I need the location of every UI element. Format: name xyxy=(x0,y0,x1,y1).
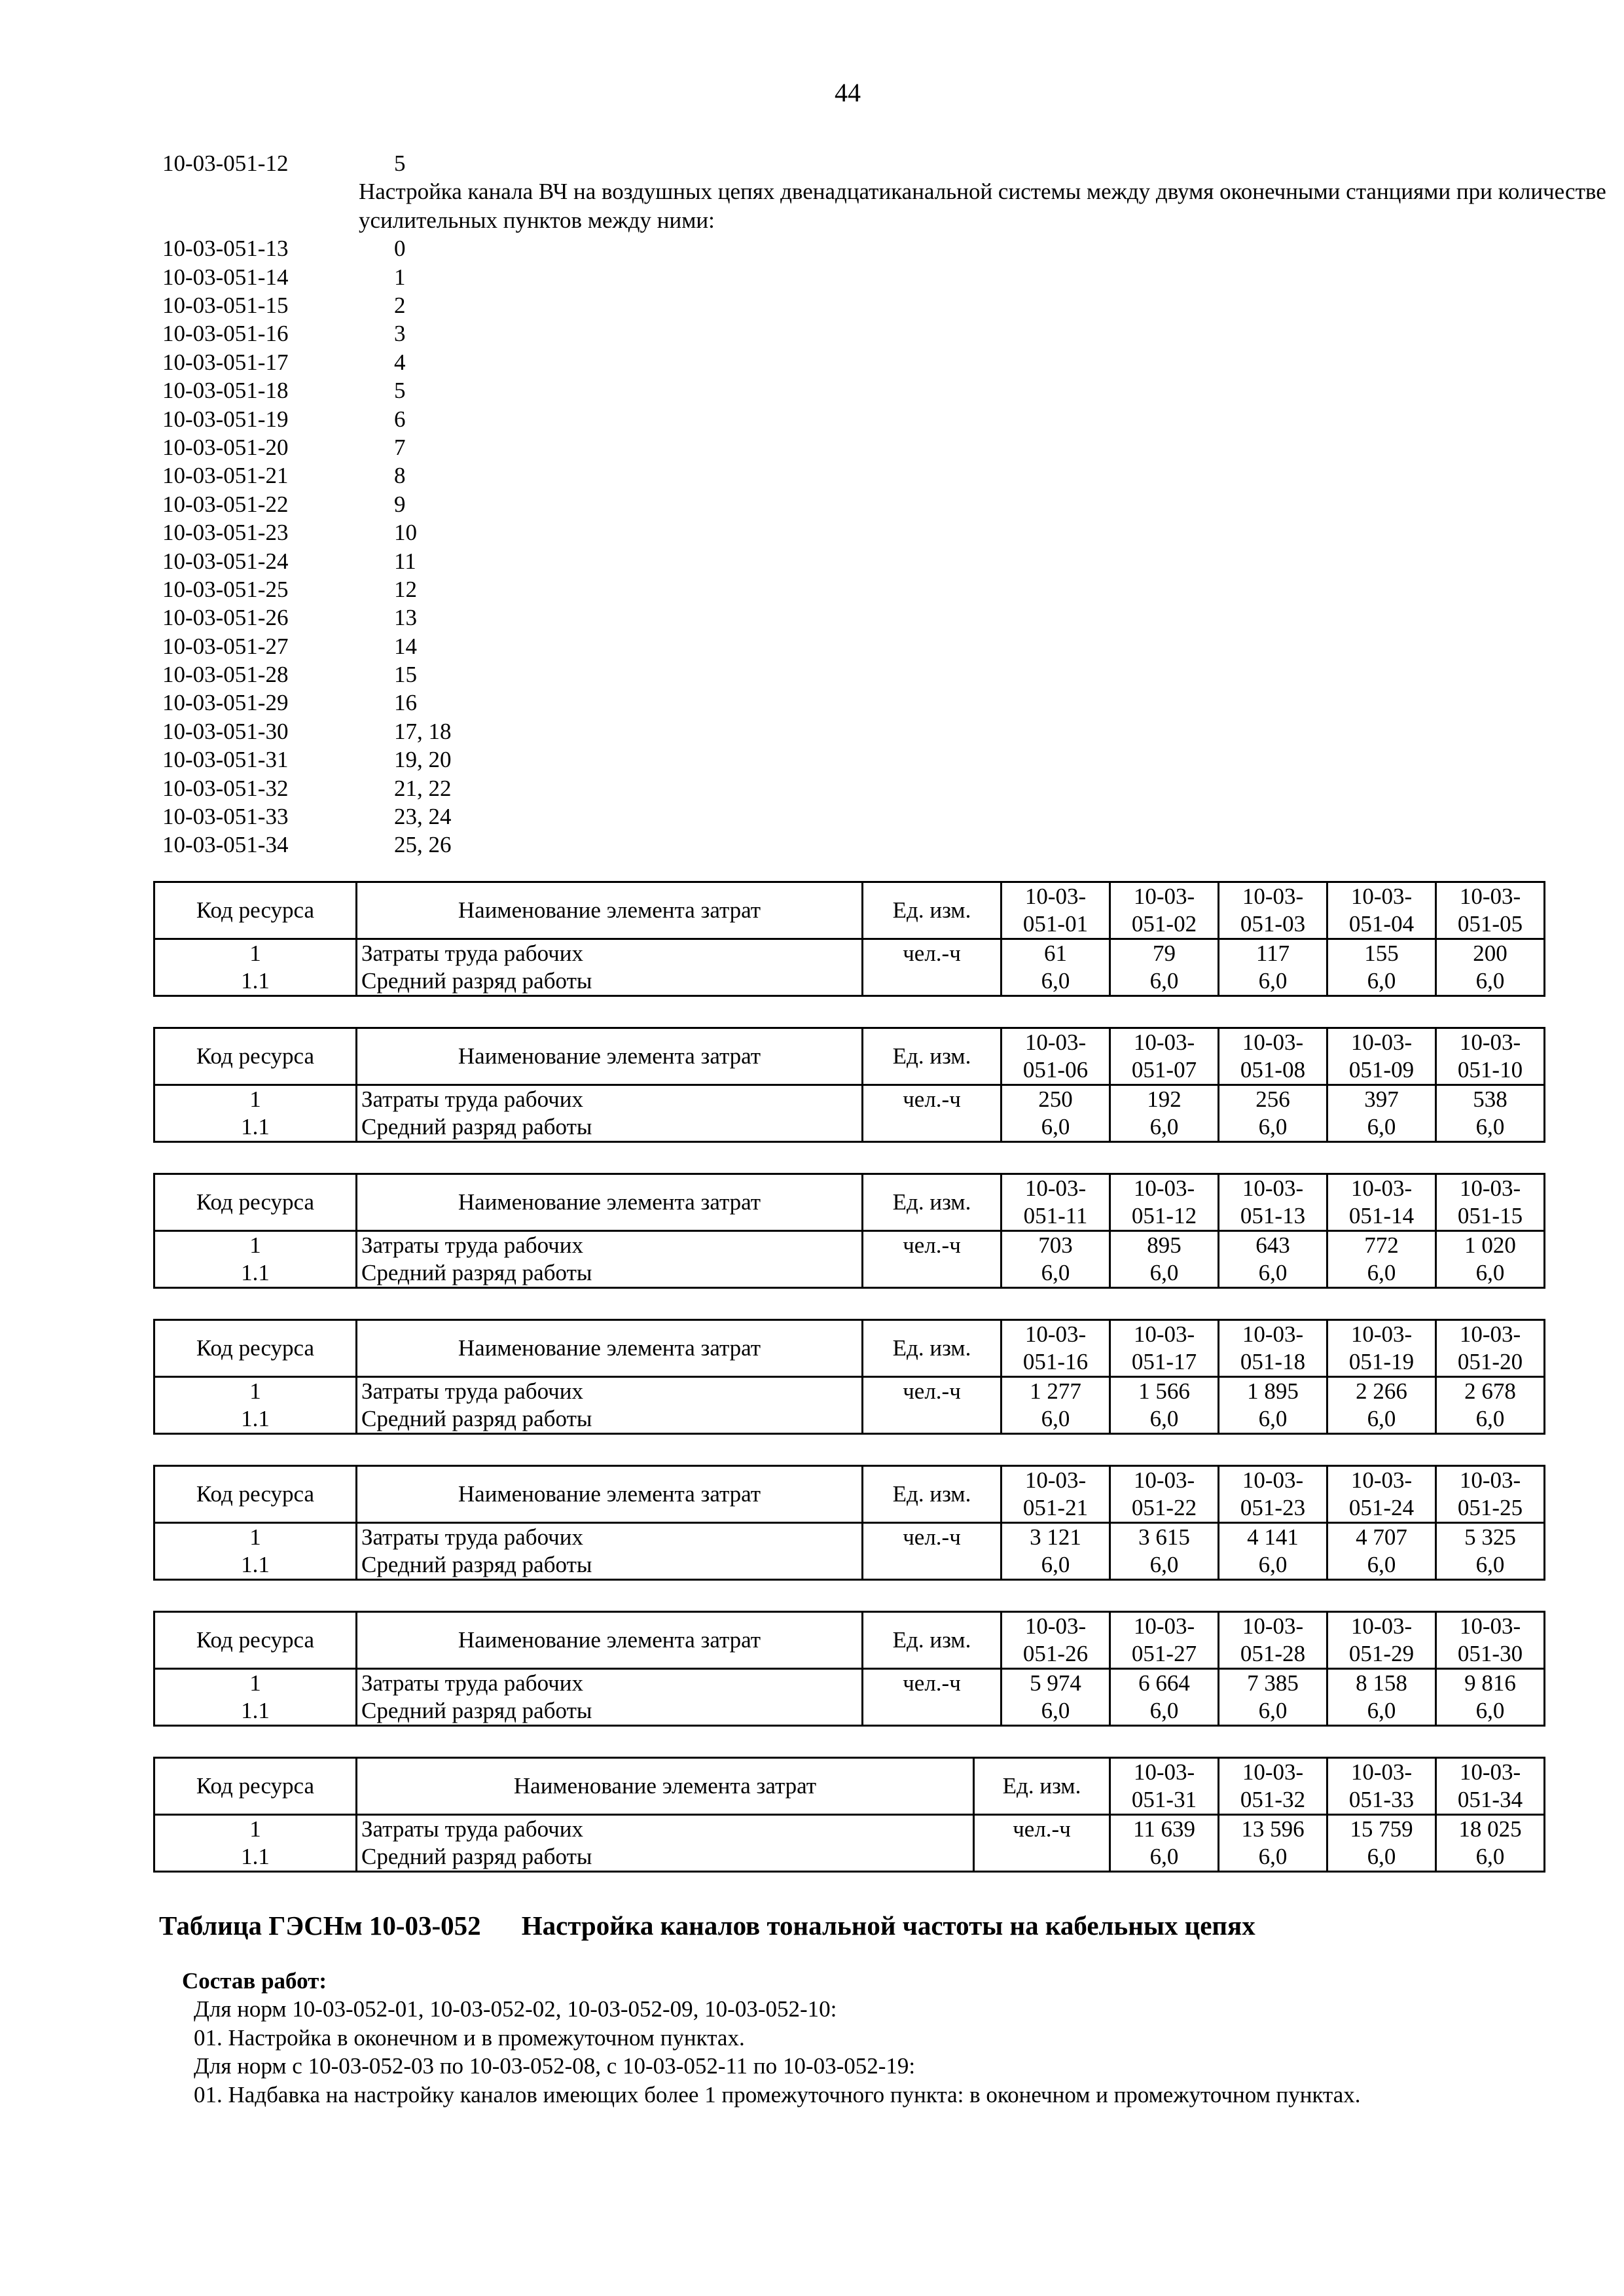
list-value: 0 xyxy=(394,236,406,262)
list-code: 10-03-051-27 xyxy=(162,633,289,659)
norm-table xyxy=(153,1173,1545,1289)
list-item xyxy=(162,376,1624,404)
list-value: 25, 26 xyxy=(394,832,452,858)
grade-value: 6,0 xyxy=(1436,1697,1545,1726)
resource-code-header: Код ресурса xyxy=(154,1612,357,1669)
table-row xyxy=(154,1843,1545,1872)
grade-value: 6,0 xyxy=(1001,1113,1110,1142)
labor-value: 538 xyxy=(1436,1085,1545,1114)
list-value: 15 xyxy=(394,662,417,688)
element-name: Затраты труда рабочих xyxy=(357,1085,863,1114)
list-description-row xyxy=(162,177,1624,234)
norm-code-header: 10-03-051-29 xyxy=(1327,1612,1436,1669)
unit xyxy=(863,1697,1001,1726)
list-code: 10-03-051-24 xyxy=(162,548,289,574)
resource-code-header: Код ресурса xyxy=(154,882,357,939)
grade-value: 6,0 xyxy=(1110,1843,1219,1872)
list-code: 10-03-051-28 xyxy=(162,662,289,688)
norm-table xyxy=(153,1611,1545,1727)
list-item xyxy=(162,461,1624,490)
resource-code: 1 xyxy=(154,1377,357,1406)
list-code: 10-03-051-15 xyxy=(162,292,289,318)
unit: чел.-ч xyxy=(863,939,1001,968)
resource-code-header: Код ресурса xyxy=(154,1466,357,1523)
list-item xyxy=(162,689,1624,717)
table-row xyxy=(154,1231,1545,1260)
list-item xyxy=(162,319,1624,348)
element-name: Средний разряд работы xyxy=(357,1113,863,1142)
list-item xyxy=(162,518,1624,547)
list-code: 10-03-051-22 xyxy=(162,491,289,517)
unit xyxy=(863,1113,1001,1142)
section-table-name: Настройка каналов тональной частоты на кабельных цепях xyxy=(521,1910,1255,1941)
resource-code: 1 xyxy=(154,939,357,968)
labor-value: 250 xyxy=(1001,1085,1110,1114)
norm-code-header: 10-03-051-19 xyxy=(1327,1320,1436,1377)
element-name: Средний разряд работы xyxy=(357,1697,863,1726)
list-value: 21, 22 xyxy=(394,775,452,801)
norm-table xyxy=(153,1319,1545,1435)
list-value: 19, 20 xyxy=(394,747,452,773)
list-code: 10-03-051-32 xyxy=(162,775,289,801)
list-code: 10-03-051-17 xyxy=(162,349,289,375)
list-item xyxy=(162,405,1624,433)
norm-code-header: 10-03-051-24 xyxy=(1327,1466,1436,1523)
resource-code: 1.1 xyxy=(154,1843,357,1872)
resource-code: 1.1 xyxy=(154,1697,357,1726)
norm-code-header: 10-03-051-18 xyxy=(1219,1320,1327,1377)
grade-value: 6,0 xyxy=(1327,1405,1436,1434)
element-name: Затраты труда рабочих xyxy=(357,1231,863,1260)
list-value: 6 xyxy=(394,406,406,432)
labor-value: 18 025 xyxy=(1436,1815,1545,1844)
norm-code-header: 10-03-051-33 xyxy=(1327,1758,1436,1815)
grade-value: 6,0 xyxy=(1001,1551,1110,1580)
list-code: 10-03-051-29 xyxy=(162,690,289,716)
list-code: 10-03-051-12 xyxy=(162,151,289,176)
list-value: 16 xyxy=(394,690,417,716)
norm-code-header: 10-03-051-32 xyxy=(1219,1758,1327,1815)
resource-code-header: Код ресурса xyxy=(154,1320,357,1377)
norm-code-header: 10-03-051-05 xyxy=(1436,882,1545,939)
grade-value: 6,0 xyxy=(1219,1405,1327,1434)
element-name: Затраты труда рабочих xyxy=(357,1523,863,1552)
resource-code: 1.1 xyxy=(154,1259,357,1288)
list-item xyxy=(162,547,1624,575)
list-value: 12 xyxy=(394,576,417,602)
norm-code-header: 10-03-051-14 xyxy=(1327,1174,1436,1231)
element-name-header: Наименование элемента затрат xyxy=(357,1612,863,1669)
element-name-header: Наименование элемента затрат xyxy=(357,1466,863,1523)
grade-value: 6,0 xyxy=(1219,1697,1327,1726)
element-name: Затраты труда рабочих xyxy=(357,1815,974,1844)
list-code: 10-03-051-33 xyxy=(162,804,289,830)
table-row xyxy=(154,1113,1545,1142)
list-item xyxy=(162,717,1624,745)
unit: чел.-ч xyxy=(863,1231,1001,1260)
list-value: 11 xyxy=(394,548,416,574)
unit-header: Ед. изм. xyxy=(863,1174,1001,1231)
norm-code-header: 10-03-051-28 xyxy=(1219,1612,1327,1669)
labor-value: 1 895 xyxy=(1219,1377,1327,1406)
labor-value: 8 158 xyxy=(1327,1669,1436,1698)
norm-code-header: 10-03-051-16 xyxy=(1001,1320,1110,1377)
unit-header: Ед. изм. xyxy=(863,1028,1001,1085)
grade-value: 6,0 xyxy=(1436,1551,1545,1580)
element-name-header: Наименование элемента затрат xyxy=(357,882,863,939)
labor-value: 895 xyxy=(1110,1231,1219,1260)
list-value: 8 xyxy=(394,463,406,489)
list-item xyxy=(162,348,1624,376)
element-name-header: Наименование элемента затрат xyxy=(357,1320,863,1377)
grade-value: 6,0 xyxy=(1110,1551,1219,1580)
norm-code-header: 10-03-051-10 xyxy=(1436,1028,1545,1085)
grade-value: 6,0 xyxy=(1110,967,1219,996)
list-value: 9 xyxy=(394,491,406,517)
labor-value: 1 566 xyxy=(1110,1377,1219,1406)
grade-value: 6,0 xyxy=(1219,1551,1327,1580)
grade-value: 6,0 xyxy=(1001,1697,1110,1726)
unit-header: Ед. изм. xyxy=(863,1466,1001,1523)
labor-value: 7 385 xyxy=(1219,1669,1327,1698)
labor-value: 772 xyxy=(1327,1231,1436,1260)
labor-value: 1 020 xyxy=(1436,1231,1545,1260)
grade-value: 6,0 xyxy=(1327,1259,1436,1288)
table-row xyxy=(154,967,1545,996)
labor-value: 9 816 xyxy=(1436,1669,1545,1698)
list-item xyxy=(162,660,1624,689)
grade-value: 6,0 xyxy=(1001,1405,1110,1434)
list-value: 14 xyxy=(394,633,417,659)
list-code: 10-03-051-13 xyxy=(162,236,289,262)
labor-value: 61 xyxy=(1001,939,1110,968)
grade-value: 6,0 xyxy=(1327,1113,1436,1142)
unit xyxy=(863,1551,1001,1580)
list-item xyxy=(162,575,1624,603)
norm-code-header: 10-03-051-07 xyxy=(1110,1028,1219,1085)
grade-value: 6,0 xyxy=(1219,1843,1327,1872)
composition-line: 01. Настройка в оконечном и в промежуточном пунктах. xyxy=(194,2024,745,2051)
labor-value: 13 596 xyxy=(1219,1815,1327,1844)
grade-value: 6,0 xyxy=(1110,1113,1219,1142)
grade-value: 6,0 xyxy=(1436,1259,1545,1288)
unit: чел.-ч xyxy=(863,1377,1001,1406)
grade-value: 6,0 xyxy=(1219,1113,1327,1142)
unit-header: Ед. изм. xyxy=(974,1758,1110,1815)
table-row xyxy=(154,1259,1545,1288)
labor-value: 117 xyxy=(1219,939,1327,968)
table-row xyxy=(154,1085,1545,1114)
grade-value: 6,0 xyxy=(1327,967,1436,996)
list-item xyxy=(162,831,1624,859)
resource-code: 1 xyxy=(154,1085,357,1114)
unit xyxy=(863,1259,1001,1288)
unit: чел.-ч xyxy=(974,1815,1110,1844)
norm-code-header: 10-03-051-20 xyxy=(1436,1320,1545,1377)
composition-line: Для норм с 10-03-052-03 по 10-03-052-08, с 10-03-052-11 по 10-03-052-19: xyxy=(194,2053,916,2079)
list-value: 2 xyxy=(394,292,406,318)
grade-value: 6,0 xyxy=(1327,1843,1436,1872)
element-name: Затраты труда рабочих xyxy=(357,1669,863,1698)
norm-table xyxy=(153,1027,1545,1143)
resource-code: 1 xyxy=(154,1669,357,1698)
norm-code-header: 10-03-051-03 xyxy=(1219,882,1327,939)
list-item xyxy=(162,802,1624,831)
table-row xyxy=(154,1377,1545,1406)
norm-code-header: 10-03-051-34 xyxy=(1436,1758,1545,1815)
grade-value: 6,0 xyxy=(1327,1697,1436,1726)
norm-code-header: 10-03-051-31 xyxy=(1110,1758,1219,1815)
unit-header: Ед. изм. xyxy=(863,882,1001,939)
grade-value: 6,0 xyxy=(1110,1405,1219,1434)
norm-table xyxy=(153,881,1545,997)
norm-code-header: 10-03-051-12 xyxy=(1110,1174,1219,1231)
norm-table xyxy=(153,1757,1545,1873)
labor-value: 397 xyxy=(1327,1085,1436,1114)
list-item xyxy=(162,603,1624,632)
labor-value: 4 141 xyxy=(1219,1523,1327,1552)
section-title xyxy=(159,1910,1255,1941)
list-value: 23, 24 xyxy=(394,804,452,830)
resource-code: 1 xyxy=(154,1523,357,1552)
norm-code-header: 10-03-051-08 xyxy=(1219,1028,1327,1085)
list-item xyxy=(162,234,1624,262)
list-code: 10-03-051-31 xyxy=(162,747,289,773)
list-item xyxy=(162,632,1624,660)
labor-value: 3 615 xyxy=(1110,1523,1219,1552)
labor-value: 5 974 xyxy=(1001,1669,1110,1698)
norm-code-header: 10-03-051-04 xyxy=(1327,882,1436,939)
labor-value: 79 xyxy=(1110,939,1219,968)
list-value: 13 xyxy=(394,605,417,631)
composition-title: Состав работ: xyxy=(182,1968,327,1994)
list-value: 5 xyxy=(394,378,406,404)
grade-value: 6,0 xyxy=(1110,1697,1219,1726)
list-code: 10-03-051-23 xyxy=(162,520,289,546)
list-value: 1 xyxy=(394,264,406,290)
resource-code: 1.1 xyxy=(154,1405,357,1434)
resource-code: 1.1 xyxy=(154,967,357,996)
resource-code: 1.1 xyxy=(154,1551,357,1580)
norm-code-header: 10-03-051-22 xyxy=(1110,1466,1219,1523)
norm-code-header: 10-03-051-01 xyxy=(1001,882,1110,939)
element-name: Средний разряд работы xyxy=(357,1259,863,1288)
resource-code-header: Код ресурса xyxy=(154,1758,357,1815)
element-name-header: Наименование элемента затрат xyxy=(357,1758,974,1815)
table-row xyxy=(154,939,1545,968)
list-code: 10-03-051-30 xyxy=(162,718,289,744)
list-code: 10-03-051-21 xyxy=(162,463,289,489)
labor-value: 2 266 xyxy=(1327,1377,1436,1406)
unit-header: Ед. изм. xyxy=(863,1612,1001,1669)
list-value: 3 xyxy=(394,321,406,347)
labor-value: 5 325 xyxy=(1436,1523,1545,1552)
list-description: Настройка канала ВЧ на воздушных цепях двенадцатиканальной системы между двумя оконечными станциями при количестве усилительных пунктов между ними: xyxy=(359,179,1606,233)
grade-value: 6,0 xyxy=(1327,1551,1436,1580)
resource-code: 1 xyxy=(154,1231,357,1260)
labor-value: 2 678 xyxy=(1436,1377,1545,1406)
list-item xyxy=(162,263,1624,291)
list-code: 10-03-051-14 xyxy=(162,264,289,290)
norm-code-header: 10-03-051-30 xyxy=(1436,1612,1545,1669)
resource-code: 1 xyxy=(154,1815,357,1844)
element-name: Средний разряд работы xyxy=(357,1843,974,1872)
norm-code-header: 10-03-051-26 xyxy=(1001,1612,1110,1669)
resource-code: 1.1 xyxy=(154,1113,357,1142)
list-code: 10-03-051-16 xyxy=(162,321,289,347)
norm-code-header: 10-03-051-11 xyxy=(1001,1174,1110,1231)
unit: чел.-ч xyxy=(863,1523,1001,1552)
work-composition xyxy=(182,1967,1361,2109)
list-item xyxy=(162,433,1624,461)
table-row xyxy=(154,1669,1545,1698)
unit xyxy=(863,1405,1001,1434)
norm-table xyxy=(153,1465,1545,1581)
unit xyxy=(974,1843,1110,1872)
element-name: Затраты труда рабочих xyxy=(357,939,863,968)
labor-value: 703 xyxy=(1001,1231,1110,1260)
labor-value: 192 xyxy=(1110,1085,1219,1114)
unit: чел.-ч xyxy=(863,1085,1001,1114)
norm-code-header: 10-03-051-25 xyxy=(1436,1466,1545,1523)
labor-value: 15 759 xyxy=(1327,1815,1436,1844)
list-code: 10-03-051-18 xyxy=(162,378,289,404)
list-item xyxy=(162,490,1624,518)
element-name-header: Наименование элемента затрат xyxy=(357,1028,863,1085)
element-name-header: Наименование элемента затрат xyxy=(357,1174,863,1231)
labor-value: 6 664 xyxy=(1110,1669,1219,1698)
table-row xyxy=(154,1405,1545,1434)
grade-value: 6,0 xyxy=(1001,967,1110,996)
labor-value: 3 121 xyxy=(1001,1523,1110,1552)
list-item xyxy=(162,291,1624,319)
unit: чел.-ч xyxy=(863,1669,1001,1698)
list-code: 10-03-051-25 xyxy=(162,576,289,602)
norm-code-header: 10-03-051-13 xyxy=(1219,1174,1327,1231)
labor-value: 643 xyxy=(1219,1231,1327,1260)
labor-value: 11 639 xyxy=(1110,1815,1219,1844)
list-value: 17, 18 xyxy=(394,718,452,744)
norm-code-header: 10-03-051-02 xyxy=(1110,882,1219,939)
labor-value: 4 707 xyxy=(1327,1523,1436,1552)
composition-line: 01. Надбавка на настройку каналов имеющих более 1 промежуточного пункта: в оконечном и промежуточном пунктах. xyxy=(194,2081,1361,2108)
table-row xyxy=(154,1697,1545,1726)
norm-code-list xyxy=(162,149,1624,859)
table-row xyxy=(154,1523,1545,1552)
norm-code-header: 10-03-051-09 xyxy=(1327,1028,1436,1085)
resource-code-header: Код ресурса xyxy=(154,1174,357,1231)
list-code: 10-03-051-20 xyxy=(162,434,289,460)
list-value: 4 xyxy=(394,349,406,375)
grade-value: 6,0 xyxy=(1219,967,1327,996)
list-item xyxy=(162,149,1624,177)
element-name: Затраты труда рабочих xyxy=(357,1377,863,1406)
grade-value: 6,0 xyxy=(1001,1259,1110,1288)
section-table-id: Таблица ГЭСНм 10-03-052 xyxy=(159,1910,481,1941)
element-name: Средний разряд работы xyxy=(357,1405,863,1434)
grade-value: 6,0 xyxy=(1436,1843,1545,1872)
composition-line: Для норм 10-03-052-01, 10-03-052-02, 10-03-052-09, 10-03-052-10: xyxy=(194,1996,837,2022)
grade-value: 6,0 xyxy=(1110,1259,1219,1288)
norm-code-header: 10-03-051-23 xyxy=(1219,1466,1327,1523)
table-row xyxy=(154,1551,1545,1580)
norm-code-header: 10-03-051-15 xyxy=(1436,1174,1545,1231)
list-value: 10 xyxy=(394,520,417,546)
table-row xyxy=(154,1815,1545,1844)
unit-header: Ед. изм. xyxy=(863,1320,1001,1377)
labor-value: 1 277 xyxy=(1001,1377,1110,1406)
grade-value: 6,0 xyxy=(1219,1259,1327,1288)
element-name: Средний разряд работы xyxy=(357,1551,863,1580)
labor-value: 200 xyxy=(1436,939,1545,968)
list-code: 10-03-051-19 xyxy=(162,406,289,432)
list-value: 7 xyxy=(394,434,406,460)
list-code: 10-03-051-26 xyxy=(162,605,289,631)
norm-code-header: 10-03-051-21 xyxy=(1001,1466,1110,1523)
grade-value: 6,0 xyxy=(1436,1113,1545,1142)
norm-code-header: 10-03-051-27 xyxy=(1110,1612,1219,1669)
labor-value: 155 xyxy=(1327,939,1436,968)
unit xyxy=(863,967,1001,996)
grade-value: 6,0 xyxy=(1436,967,1545,996)
list-value: 5 xyxy=(394,151,406,176)
list-rows xyxy=(162,234,1624,859)
list-item xyxy=(162,745,1624,774)
resource-code-header: Код ресурса xyxy=(154,1028,357,1085)
element-name: Средний разряд работы xyxy=(357,967,863,996)
list-item xyxy=(162,774,1624,802)
norm-code-header: 10-03-051-06 xyxy=(1001,1028,1110,1085)
labor-value: 256 xyxy=(1219,1085,1327,1114)
page-number: 44 xyxy=(835,78,861,107)
list-code: 10-03-051-34 xyxy=(162,832,289,858)
grade-value: 6,0 xyxy=(1436,1405,1545,1434)
norm-code-header: 10-03-051-17 xyxy=(1110,1320,1219,1377)
